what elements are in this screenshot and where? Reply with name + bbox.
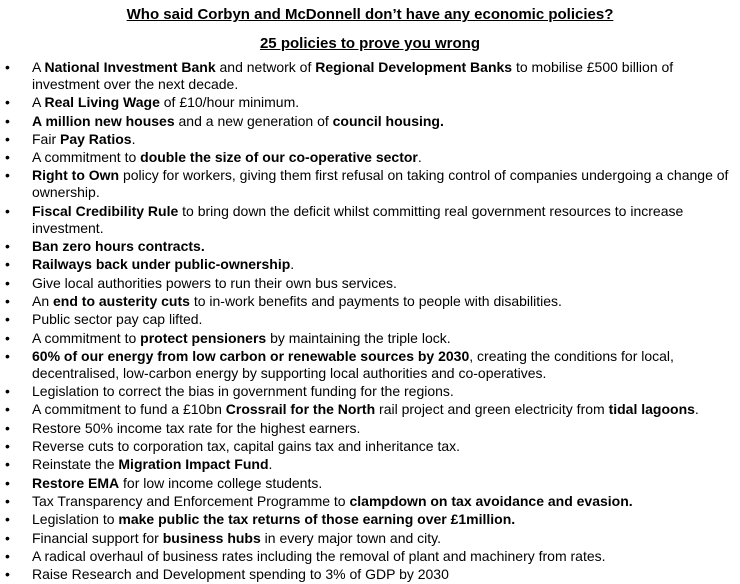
policy-text-bold: Right to Own [32, 167, 120, 184]
policy-text-bold: make public the tax returns of those earning over £1million. [118, 511, 516, 528]
policy-item [0, 383, 740, 400]
policy-text: A radical overhaul of business rates including the removal of plant and machinery from rates. [32, 547, 606, 564]
policy-text-bold: tidal lagoons [608, 401, 695, 418]
policy-text: A commitment to fund a £10bn [32, 401, 226, 418]
policy-text: by maintaining the triple lock. [266, 329, 451, 346]
policy-item [0, 59, 740, 93]
policy-text: An [32, 292, 54, 309]
policy-text: . [290, 256, 295, 273]
policy-text-bold: Fiscal Credibility Rule [32, 202, 179, 219]
policy-text: for low income college students. [119, 474, 323, 491]
policy-text: , creating the conditions for local, decentralised, low-carbon energy by supporting local authorities and co-operatives. [32, 347, 674, 381]
policy-text-bold: Ban zero hours contracts. [32, 238, 205, 255]
policy-item [0, 566, 740, 583]
policy-text: Give local authorities powers to run their own bus services. [32, 274, 397, 291]
policy-text-bold: A million new houses [32, 112, 175, 129]
policy-item [0, 530, 740, 547]
policy-text: Reinstate the [32, 456, 119, 473]
policy-text-bold: 60% of our energy from low carbon or renewable sources by 2030 [32, 347, 470, 364]
policy-text: . [131, 130, 136, 147]
policy-text: A commitment to [32, 149, 141, 166]
policy-text-bold: Regional Development Banks [315, 59, 513, 75]
policy-text: Legislation to correct the bias in government funding for the regions. [32, 383, 454, 400]
policy-text: Fair [32, 130, 60, 147]
policy-item [0, 311, 740, 328]
policy-item [0, 203, 740, 237]
policy-item [0, 293, 740, 310]
policy-text: Public sector pay cap lifted. [32, 311, 203, 328]
policy-text-bold: National Investment Bank [44, 59, 216, 75]
policy-item [0, 348, 740, 382]
policy-item [0, 275, 740, 292]
policy-text: to in-work benefits and payments to people with disabilities. [189, 292, 562, 309]
policy-text-bold: council housing. [332, 112, 444, 129]
policy-item [0, 167, 740, 201]
policy-text: of £10/hour minimum. [159, 94, 300, 111]
policy-text-bold: protect pensioners [140, 329, 267, 346]
policy-item [0, 149, 740, 166]
policy-text: . [417, 149, 422, 166]
policy-text: Financial support for [32, 529, 163, 546]
document-subtitle: 25 policies to prove you wrong [259, 35, 481, 52]
policy-text: rail project and green electricity from [375, 401, 609, 418]
policy-item [0, 256, 740, 273]
policy-text: Reverse cuts to corporation tax, capital gains tax and inheritance tax. [32, 438, 461, 455]
policy-text-bold: clampdown on tax avoidance and evasion. [349, 492, 633, 509]
policy-text-bold: end to austerity cuts [53, 292, 190, 309]
policy-text: Legislation to [32, 511, 119, 528]
policy-text: in every major town and city. [260, 529, 442, 546]
policy-text: A [32, 59, 45, 75]
policy-item [0, 456, 740, 473]
policy-text: A [32, 94, 45, 111]
policy-text: Raise Research and Development spending to 3% of GDP by 2030 [32, 566, 449, 583]
policy-item [0, 330, 740, 347]
policy-text: A commitment to [32, 329, 141, 346]
policy-text-bold: business hubs [162, 529, 261, 546]
policy-item [0, 131, 740, 148]
policy-item [0, 94, 740, 111]
policy-text-bold: Real Living Wage [44, 94, 160, 111]
policy-text: and a new generation of [174, 112, 333, 129]
policy-item [0, 548, 740, 565]
policy-item [0, 420, 740, 437]
policy-item [0, 493, 740, 510]
policy-text: . [268, 456, 273, 473]
policy-item [0, 511, 740, 528]
policy-text: . [694, 401, 699, 418]
policy-item [0, 113, 740, 130]
policy-text: to mobilise £500 billion of investment over the next decade. [32, 59, 674, 92]
policy-item [0, 401, 740, 418]
document-title: Who said Corbyn and McDonnell don’t have any economic policies? [126, 6, 614, 23]
policy-text: Restore 50% income tax rate for the highest earners. [32, 419, 361, 436]
policy-text-bold: Railways back under public-ownership [32, 256, 291, 273]
policy-text: and network of [215, 59, 316, 75]
policy-list [0, 59, 740, 583]
policy-text: to bring down the deficit whilst committing real government resources to increase investment. [32, 202, 684, 236]
policy-text-bold: Pay Ratios [60, 130, 132, 147]
policy-text: policy for workers, giving them first refusal on taking control of companies undergoing a change of ownership. [32, 167, 729, 201]
policy-item [0, 238, 740, 255]
policy-item [0, 475, 740, 492]
policy-text-bold: double the size of our co-operative sector [140, 149, 418, 166]
policy-text-bold: Crossrail for the North [225, 401, 376, 418]
policy-text: Tax Transparency and Enforcement Programme to [32, 492, 350, 509]
policy-text-bold: Migration Impact Fund [118, 456, 269, 473]
policy-item [0, 438, 740, 455]
policy-text-bold: Restore EMA [32, 474, 120, 491]
